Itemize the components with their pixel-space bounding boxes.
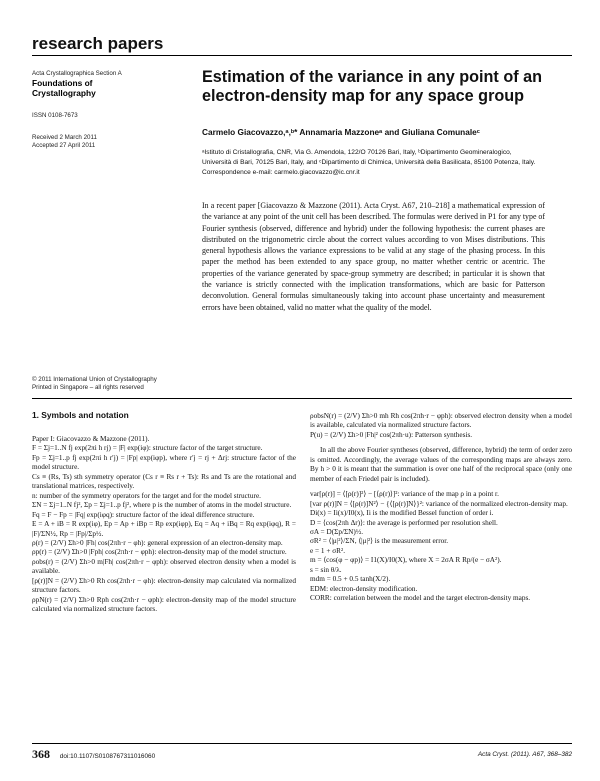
notation-entry: Fp = Σj=1..p fj exp(2πi h r′j) = |Fp| exp(iφp), where r′j = rj + Δrj: structure factor of the model structure. — [32, 453, 296, 472]
notation-entry: [var ρ(r)]N = ⟨[ρ(r)]N²⟩ − {⟨[ρ(r)]N⟩}²: variance of the normalized electron-density map. — [310, 499, 568, 508]
journal-subtitle — [32, 78, 182, 98]
notation-entry: σA = D(Σp/ΣN)½. — [310, 527, 364, 536]
notation-entry: mdm = 0.5 + 0.5 tanh(X/2). — [310, 575, 391, 584]
authors: Carmelo Giacovazzo,ᵃ,ᵇ* Annamaria Mazzoneᵃ and Giuliana Comunaleᶜ — [202, 127, 480, 137]
notation-entry: ρp(r) = (2/V) Σh>0 |Fph| cos(2πh·r − φph): electron-density map of the model structure. — [32, 548, 287, 557]
notation-entry: E = A + iB = R exp(iφ), Ep = Ap + iBp = Rp exp(iφp), Eq = Aq + iBq = Rq exp(iφq), R = |F|/ΣN½, Rp = |Fp|/Σp½. — [32, 520, 296, 538]
journal-name: Acta Crystallographica Section A — [32, 70, 122, 77]
notation-entry: m = ⟨cos(φ − φp)⟩ = I1(X)/I0(X), where X = 2σA R Rp/(e − σA²). — [310, 556, 502, 565]
abstract: In a recent paper [Giacovazzo & Mazzone (2011). Acta Cryst. A67, 210–218] a mathematical expression of the variance at any point of the unit cell has been described. The formulas were derived in P1 for any type of Fourier synthesis (observed, difference and hybrid) under the following hypothesis: the current phases are distributed on the trigonometric circle about the correct values according to von Mises distributions. This general hypothesis allows the variance expressions to be valid at any stage of the phasing process. In this paper the method has been extended to any space group, no matter whether centric or acentric. The properties of the variance generated by space-group symmetry are described; in particular it is shown that the variance is strictly connected with the implication transformations, which are basic for Patterson deconvolution. General formulas simultaneously taking into account phase uncertainty and measurement errors have been obtained, valid no matter what the quality of the model. — [202, 201, 545, 312]
dates — [32, 134, 182, 150]
copyright-block — [32, 376, 182, 392]
section-header: research papers — [32, 34, 164, 53]
notation-entry: CORR: correlation between the model and the target electron-density maps. — [310, 594, 531, 603]
notation-entry: ρ(r) = (2/V) Σh>0 |Fh| cos(2πh·r − φh): general expression of an electron-density map. — [32, 538, 283, 547]
received-date: Received 2 March 2011 — [32, 134, 97, 141]
accepted-date: Accepted 27 April 2011 — [32, 142, 96, 149]
journal-subtitle-line2: Crystallography — [32, 88, 96, 98]
printed-in: Printed in Singapore – all rights reserved — [32, 384, 144, 391]
column-left — [32, 435, 296, 615]
notation-entry: Cs ≡ (Rs, Ts) sth symmetry operator (Cs r ≡ Rs r + Ts): Rs and Ts are the rotational and translational matrices, respectively. — [32, 472, 296, 491]
notation-entry: Fq = F − Fp = |Fq| exp(iφq): structure factor of the ideal difference structure. — [32, 510, 255, 519]
notation-entry: P(u) = (2/V) Σh>0 |Fh|² cos(2πh·u): Patterson synthesis. — [310, 430, 473, 439]
affiliations: ᵃIstituto di Cristallografia, CNR, Via G. Amendola, 122/O 70126 Bari, Italy, ᵇDipartimento Geomineralogico, Università di Bari, 70125 Bari, Italy, and ᶜDipartimento di Chimica, Università della Basilicata, 85100 Potenza, Italy. Correspondence e-mail: carmelo.giacovazzo@ic.cnr.it — [202, 149, 536, 176]
notation-entry: EDM: electron-density modification. — [310, 584, 418, 593]
page-number: 368 — [32, 747, 50, 761]
citation: Acta Cryst. (2011). A67, 368–382 — [477, 751, 572, 758]
notation-entry: n: number of the symmetry operators for the target and for the model structure. — [32, 491, 261, 500]
notation-entry: F = Σj=1..N fj exp(2πi h rj) = |F| exp(iφ): structure factor of the target structure. — [32, 444, 263, 453]
notation-entry: e = 1 + σR². — [310, 546, 346, 555]
notation-entry: σR² = ⟨|μ|²⟩/ΣN, ⟨|μ|²⟩ is the measurement error. — [310, 537, 449, 546]
abstract-rule — [32, 398, 572, 399]
notation-entry: s = sin θ/λ. — [310, 565, 342, 574]
footer-rule — [32, 743, 572, 744]
notation-entry: [ρ(r)]N = (2/V) Σh>0 Rh cos(2πh·r − φh): electron-density map calculated via normalized structure factors. — [32, 576, 296, 595]
notation-entry: ΣN = Σj=1..N fj², Σp = Σj=1..p fj², where p is the number of atoms in the model structure. — [32, 501, 292, 510]
notation-entry: ρobsN(r) = (2/V) Σh>0 mh Rh cos(2πh·r − φph): observed electron density when a model is available, calculated via normalized structure factors. — [310, 412, 572, 430]
section-heading: 1. Symbols and notation — [32, 410, 129, 420]
header-rule — [32, 55, 572, 56]
journal-subtitle-line1: Foundations of — [32, 78, 93, 88]
copyright: © 2011 International Union of Crystallography — [32, 376, 157, 383]
notation-entry: D = ⟨cos(2πh Δr)⟩: the average is performed per resolution shell. — [310, 518, 498, 527]
doi: doi:10.1107/S0108767311016060 — [59, 753, 156, 760]
notation-entry: Di(x) = Ii(x)/I0(x), Ii is the modified Bessel function of order i. — [310, 509, 494, 518]
column-right — [310, 412, 572, 604]
issn: ISSN 0108-7673 — [32, 112, 78, 119]
notation-entry: var[ρ(r)] = ⟨[ρ(r)]²⟩ − [⟨ρ(r)⟩]²: variance of the map ρ in a point r. — [310, 490, 499, 499]
paragraph: In all the above Fourier syntheses (observed, difference, hybrid) the term of order zero is omitted. Accordingly, the average values of the corresponding maps are always zero. By h > 0 it is meant that the summation is over one half of the reciprocal space (only one member of each Friedel pair is included). — [310, 446, 572, 483]
notation-entry: ρobs(r) = (2/V) Σh>0 m|Fh| cos(2πh·r − φph): observed electron density when a model is available. — [32, 557, 296, 576]
notation-entry: ρpN(r) = (2/V) Σh>0 Rph cos(2πh·r − φph): electron-density map of the model structure calculated via normalized structure factors. — [32, 595, 296, 614]
article-title: Estimation of the variance in any point of an electron-density map for any space group — [202, 68, 542, 105]
notation-entry: Paper I: Giacovazzo & Mazzone (2011). — [32, 435, 150, 443]
footer — [32, 747, 572, 762]
